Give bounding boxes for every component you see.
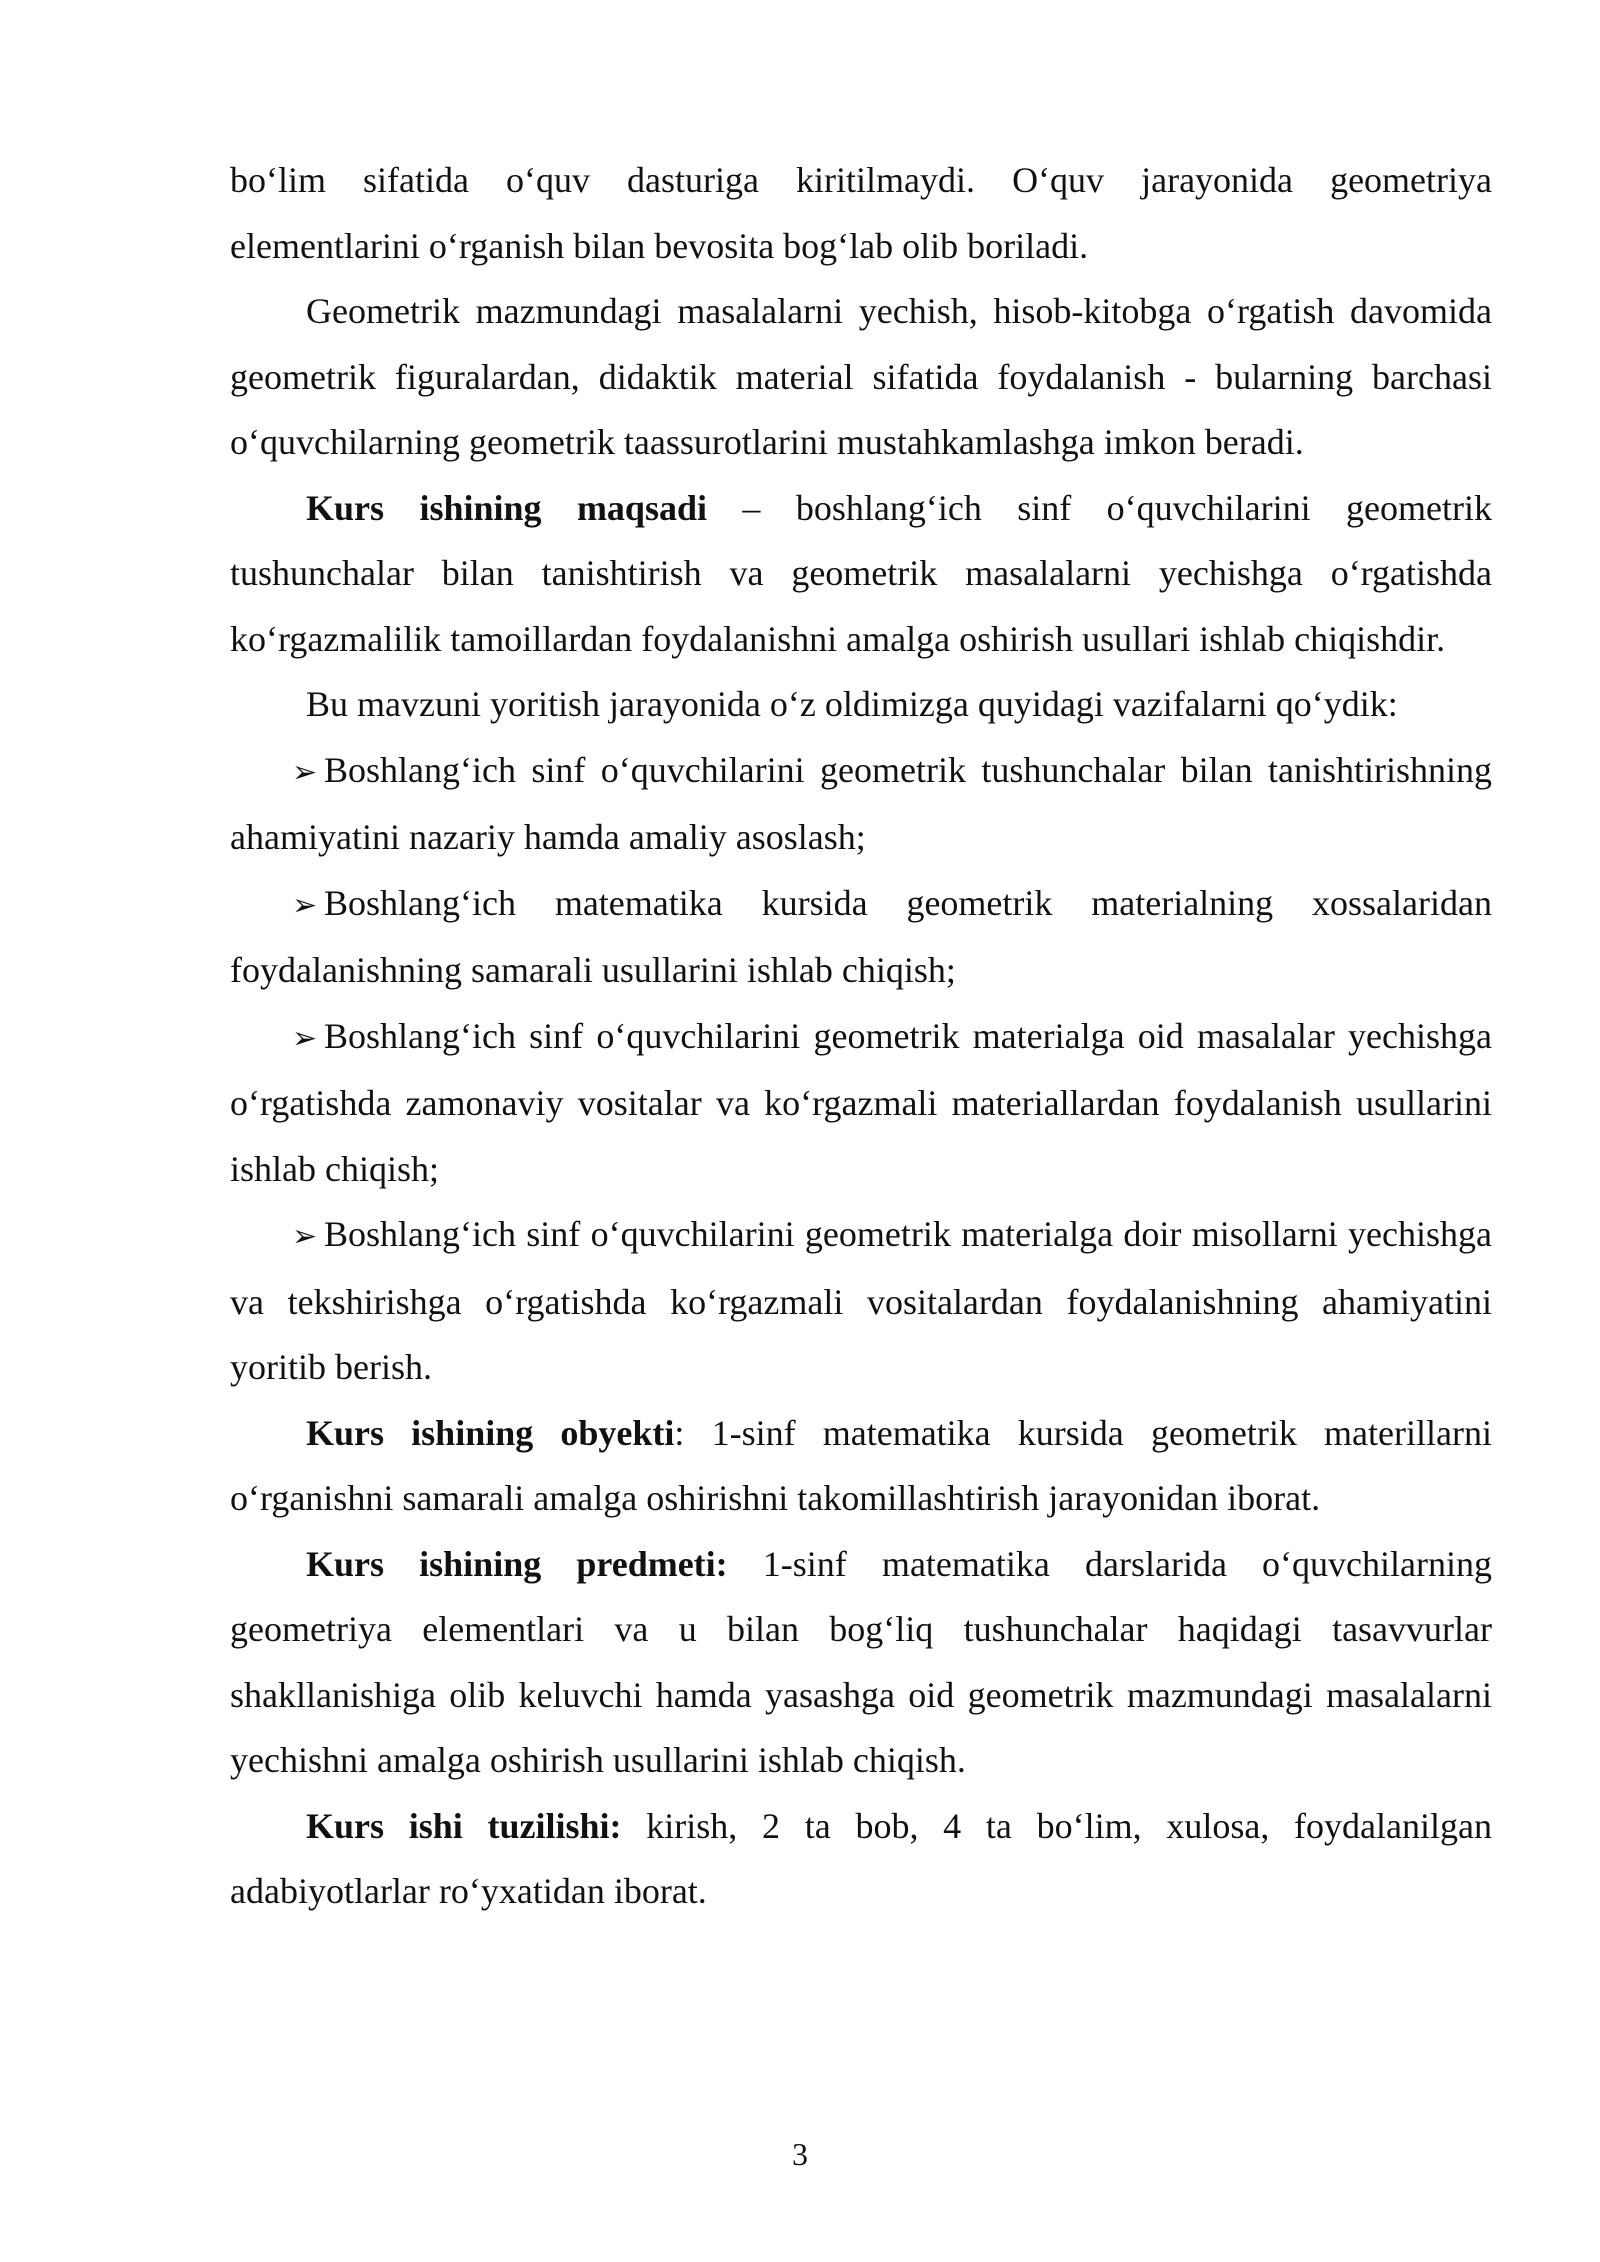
paragraph-subject — [230, 1532, 1492, 1794]
list-item-text: Boshlang‘ich matematika kursida geometrik materialning xossalaridan foydalanishning samarali usullarini ishlab chiqish; — [230, 882, 1492, 990]
paragraph-geometric-tasks: Geometrik mazmundagi masalalarni yechish, hisob-kitobga o‘rgatish davomida geometrik figuralardan, didaktik material sifatida foydalanish - bularning barchasi o‘quvchilarning geometrik taassurotlarini mustahkamlashga imkon beradi. — [230, 291, 1492, 462]
arrow-bullet-icon: ➢ — [292, 754, 318, 790]
arrow-bullet-icon: ➢ — [292, 887, 318, 923]
paragraph-tasks-intro: Bu mavzuni yoritish jarayonida o‘z oldimizga quyidagi vazifalarni qo‘ydik: — [306, 684, 1398, 724]
arrow-bullet-icon: ➢ — [292, 1020, 318, 1056]
paragraph-structure — [230, 1794, 1492, 1925]
list-item — [230, 738, 1492, 871]
subject-text: 1-sinf matematika darslarida o‘quvchilarning geometriya elementlari va u bilan bog‘liq tushunchalar haqidagi tasavvurlar shakllanishiga olib keluvchi hamda yasashga oid geometrik mazmundagi masalalarni yechishni amalga oshirish usullarini ishlab chiqish. — [230, 1543, 1493, 1780]
list-item — [230, 871, 1492, 1004]
list-item-text: Boshlang‘ich sinf o‘quvchilarini geometrik materialga doir misollarni yechishga va tekshirishga o‘rgatishda ko‘rgazmali vositalardan foydalanishning ahamiyatini yoritib berish. — [230, 1214, 1492, 1387]
paragraph-object — [230, 1401, 1492, 1532]
purpose-heading: Kurs ishining maqsadi — [306, 487, 707, 528]
subject-heading: Kurs ishining predmeti: — [306, 1543, 728, 1584]
arrow-bullet-icon: ➢ — [292, 1219, 318, 1254]
list-item-text: Boshlang‘ich sinf o‘quvchilarini geometrik materialga oid masalalar yechishga o‘rgatishda zamonaviy vositalar va ko‘rgazmali materiallardan foydalanish usullarini ishlab chiqish; — [230, 1015, 1492, 1189]
object-text: : 1-sinf matematika kursida geometrik materillarni o‘rganishni samarali amalga oshirishni takomillashtirish jarayonidan iborat. — [230, 1412, 1492, 1518]
structure-text: kirish, 2 ta bob, 4 ta bo‘lim, xulosa, foydalanilgan adabiyotlarlar ro‘yxatidan iborat. — [230, 1805, 1492, 1911]
document-page — [230, 148, 1492, 1925]
list-item — [230, 1004, 1492, 1203]
object-heading: Kurs ishining obyekti — [306, 1412, 675, 1453]
list-item — [230, 1202, 1492, 1401]
list-item-text: Boshlang‘ich sinf o‘quvchilarini geometrik tushunchalar bilan tanishtirishning ahamiyatini nazariy hamda amaliy asoslash; — [230, 749, 1492, 857]
page-number: 3 — [792, 2136, 808, 2172]
paragraph-purpose — [230, 476, 1492, 673]
purpose-text: – boshlang‘ich sinf o‘quvchilarini geometrik tushunchalar bilan tanishtirish va geometrik masalalarni yechishga o‘rgatishda ko‘rgazmalilik tamoillardan foydalanishni amalga oshirish usullari ishlab chiqishdir. — [230, 487, 1492, 659]
structure-heading: Kurs ishi tuzilishi: — [306, 1805, 622, 1846]
paragraph-continuation: bo‘lim sifatida o‘quv dasturiga kiritilmaydi. O‘quv jarayonida geometriya elementlarini o‘rganish bilan bevosita bog‘lab olib boriladi. — [230, 160, 1492, 266]
